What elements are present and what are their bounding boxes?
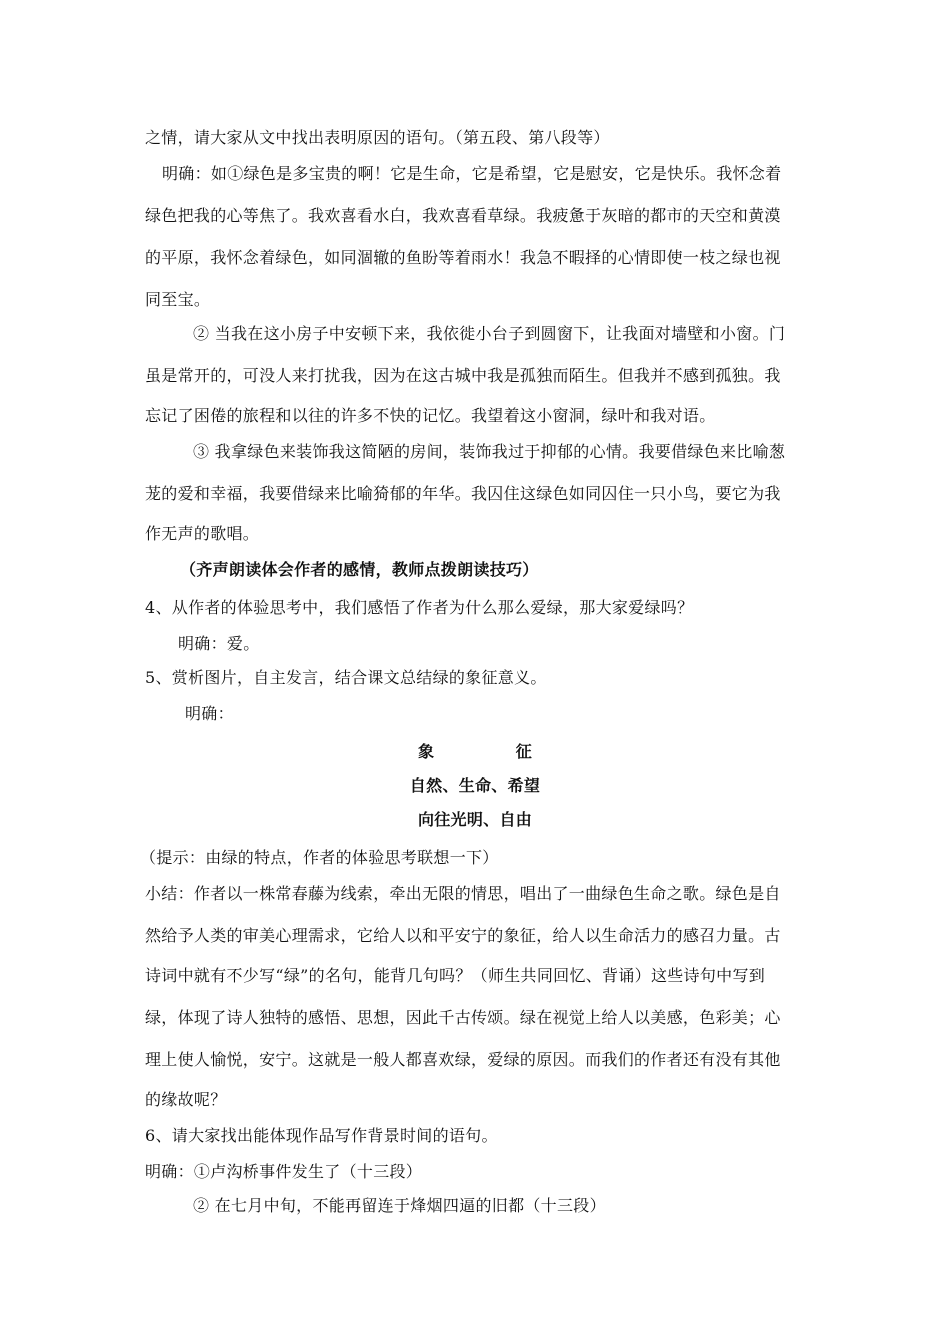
- question-5: 5、赏析图片，自主发言，结合课文总结绿的象征意义。: [145, 668, 547, 687]
- text-line-6: ② 当我在这小房子中安顿下来，我依徙小台子到圆窗下，让我面对墙壁和小窗。门: [193, 324, 786, 343]
- text-line-11: 作无声的歌唱。: [145, 524, 260, 543]
- summary-line-6: 的缘故呢？: [145, 1090, 227, 1109]
- answer-6-line-1: 明确：①卢沟桥事件发生了（十三段）: [145, 1162, 423, 1181]
- answer-6-line-2: ② 在七月中旬，不能再留连于烽烟四逼的旧都（十三段）: [193, 1196, 606, 1215]
- text-line-5: 同至宝。: [145, 290, 211, 309]
- text-line-10: 茏的爱和幸福，我要借绿来比喻猗郁的年华。我囚住这绿色如同囚住一只小鸟，要它为我: [145, 484, 781, 503]
- text-line-9: ③ 我拿绿色来装饰我这简陋的房间，装饰我过于抑郁的心情。我要借绿色来比喻葱: [193, 442, 786, 461]
- summary-line-4: 绿，体现了诗人独特的感悟、思想，因此千古传颂。绿在视觉上给人以美感，色彩美；心: [145, 1008, 781, 1027]
- summary-line-3: 诗词中就有不少写“绿”的名句，能背几句吗？（师生共同回忆、背诵）这些诗句中写到: [145, 966, 766, 985]
- question-4: 4、从作者的体验思考中，我们感悟了作者为什么那么爱绿，那大家爱绿吗？: [145, 598, 694, 617]
- text-line-1: 之情，请大家从文中找出表明原因的语句。（第五段、第八段等）: [145, 128, 610, 147]
- bold-instruction: （齐声朗读体会作者的感情，教师点拨朗读技巧）: [180, 560, 539, 579]
- text-line-2: 明确：如①绿色是多宝贵的啊！它是生命，它是希望，它是慰安，它是快乐。我怀念着: [162, 164, 782, 183]
- summary-line-2: 然给予人类的审美心理需求，它给人以和平安宁的象征，给人以生命活力的感召力量。古: [145, 926, 781, 945]
- symbol-line-2: 向往光明、自由: [417, 810, 533, 829]
- answer-4: 明确：爱。: [178, 634, 260, 653]
- symbol-line-1: 自然、生命、希望: [409, 776, 541, 795]
- summary-line-5: 理上使人愉悦，安宁。这就是一般人都喜欢绿，爱绿的原因。而我们的作者还有没有其他: [145, 1050, 781, 1069]
- text-line-3: 绿色把我的心等焦了。我欢喜看水白，我欢喜看草绿。我疲惫于灰暗的都市的天空和黄漠: [145, 206, 781, 225]
- text-line-7: 虽是常开的，可没人来打扰我，因为在这古城中我是孤独而陌生。但我并不感到孤独。我: [145, 366, 781, 385]
- hint-line: （提示：由绿的特点，作者的体验思考联想一下）: [140, 848, 499, 867]
- question-6: 6、请大家找出能体现作品写作背景时间的语句。: [145, 1126, 498, 1145]
- answer-5-label: 明确：: [185, 704, 234, 723]
- text-line-8: 忘记了困倦的旅程和以往的许多不快的记忆。我望着这小窗洞，绿叶和我对语。: [145, 406, 716, 425]
- text-line-4: 的平原，我怀念着绿色，如同涸辙的鱼盼等着雨水！我急不暇择的心情即使一枝之绿也视: [145, 248, 781, 267]
- summary-line-1: 小结：作者以一株常春藤为线索，牵出无限的情思，唱出了一曲绿色生命之歌。绿色是自: [145, 884, 781, 903]
- symbol-heading: 象 征: [417, 742, 533, 761]
